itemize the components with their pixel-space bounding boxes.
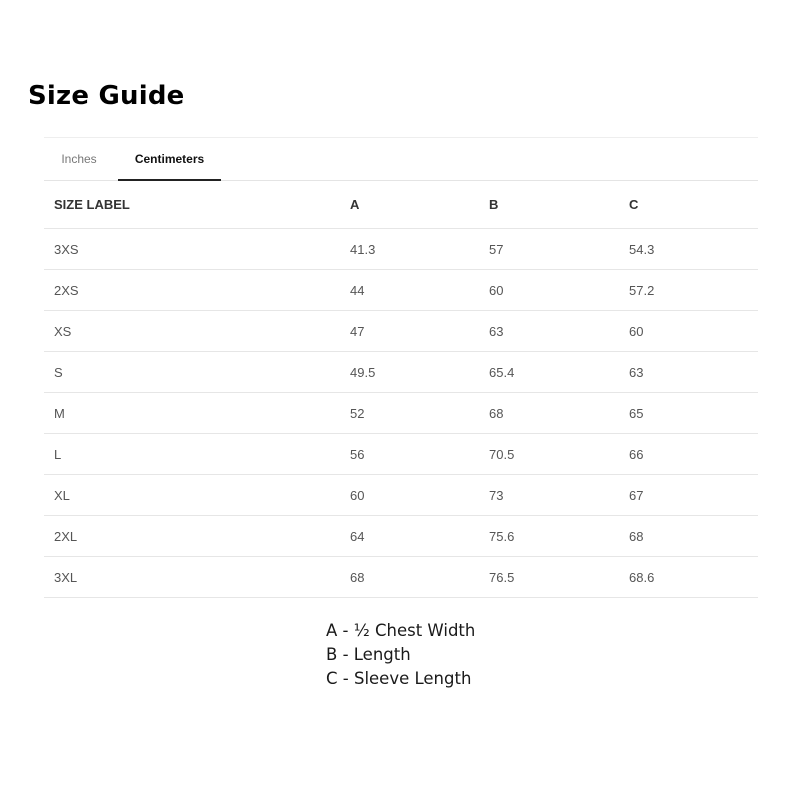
size-cell: S bbox=[44, 352, 340, 393]
c-cell: 68.6 bbox=[619, 557, 758, 598]
legend-item-b: B - Length bbox=[326, 645, 411, 664]
a-cell: 60 bbox=[340, 475, 479, 516]
size-cell: 3XL bbox=[44, 557, 340, 598]
header-size-label: SIZE LABEL bbox=[44, 181, 340, 229]
table-row bbox=[44, 393, 758, 434]
tab-inches[interactable] bbox=[44, 138, 114, 180]
a-cell: 41.3 bbox=[340, 229, 479, 270]
table-row bbox=[44, 557, 758, 598]
size-cell: XS bbox=[44, 311, 340, 352]
measurement-legend bbox=[326, 619, 475, 691]
c-cell: 68 bbox=[619, 516, 758, 557]
size-cell: 3XS bbox=[44, 229, 340, 270]
c-cell: 54.3 bbox=[619, 229, 758, 270]
table-row bbox=[44, 516, 758, 557]
b-cell: 60 bbox=[479, 270, 619, 311]
size-cell: 2XL bbox=[44, 516, 340, 557]
table-row bbox=[44, 434, 758, 475]
page-title: Size Guide bbox=[28, 81, 185, 111]
table-row bbox=[44, 311, 758, 352]
header-a: A bbox=[340, 181, 479, 229]
tab-inches-label: Inches bbox=[61, 152, 97, 166]
a-cell: 44 bbox=[340, 270, 479, 311]
b-cell: 68 bbox=[479, 393, 619, 434]
a-cell: 56 bbox=[340, 434, 479, 475]
b-cell: 70.5 bbox=[479, 434, 619, 475]
legend-item-a: A - ½ Chest Width bbox=[326, 621, 476, 640]
header-c: C bbox=[619, 181, 758, 229]
b-cell: 75.6 bbox=[479, 516, 619, 557]
c-cell: 67 bbox=[619, 475, 758, 516]
c-cell: 57.2 bbox=[619, 270, 758, 311]
c-cell: 66 bbox=[619, 434, 758, 475]
size-cell: 2XS bbox=[44, 270, 340, 311]
table-row bbox=[44, 270, 758, 311]
c-cell: 65 bbox=[619, 393, 758, 434]
a-cell: 68 bbox=[340, 557, 479, 598]
a-cell: 64 bbox=[340, 516, 479, 557]
tab-centimeters[interactable] bbox=[118, 138, 221, 180]
unit-tabs bbox=[44, 137, 758, 181]
active-tab-indicator bbox=[118, 179, 221, 181]
c-cell: 60 bbox=[619, 311, 758, 352]
b-cell: 65.4 bbox=[479, 352, 619, 393]
a-cell: 49.5 bbox=[340, 352, 479, 393]
legend-item-c: C - Sleeve Length bbox=[326, 669, 472, 688]
b-cell: 76.5 bbox=[479, 557, 619, 598]
b-cell: 73 bbox=[479, 475, 619, 516]
size-cell: XL bbox=[44, 475, 340, 516]
header-b: B bbox=[479, 181, 619, 229]
table-header-row bbox=[44, 181, 758, 229]
size-cell: L bbox=[44, 434, 340, 475]
size-table bbox=[44, 181, 758, 598]
a-cell: 47 bbox=[340, 311, 479, 352]
b-cell: 63 bbox=[479, 311, 619, 352]
table-row bbox=[44, 229, 758, 270]
table-row bbox=[44, 475, 758, 516]
table-row bbox=[44, 352, 758, 393]
c-cell: 63 bbox=[619, 352, 758, 393]
size-table-panel bbox=[44, 137, 758, 598]
b-cell: 57 bbox=[479, 229, 619, 270]
a-cell: 52 bbox=[340, 393, 479, 434]
tab-centimeters-label: Centimeters bbox=[134, 152, 205, 166]
size-cell: M bbox=[44, 393, 340, 434]
